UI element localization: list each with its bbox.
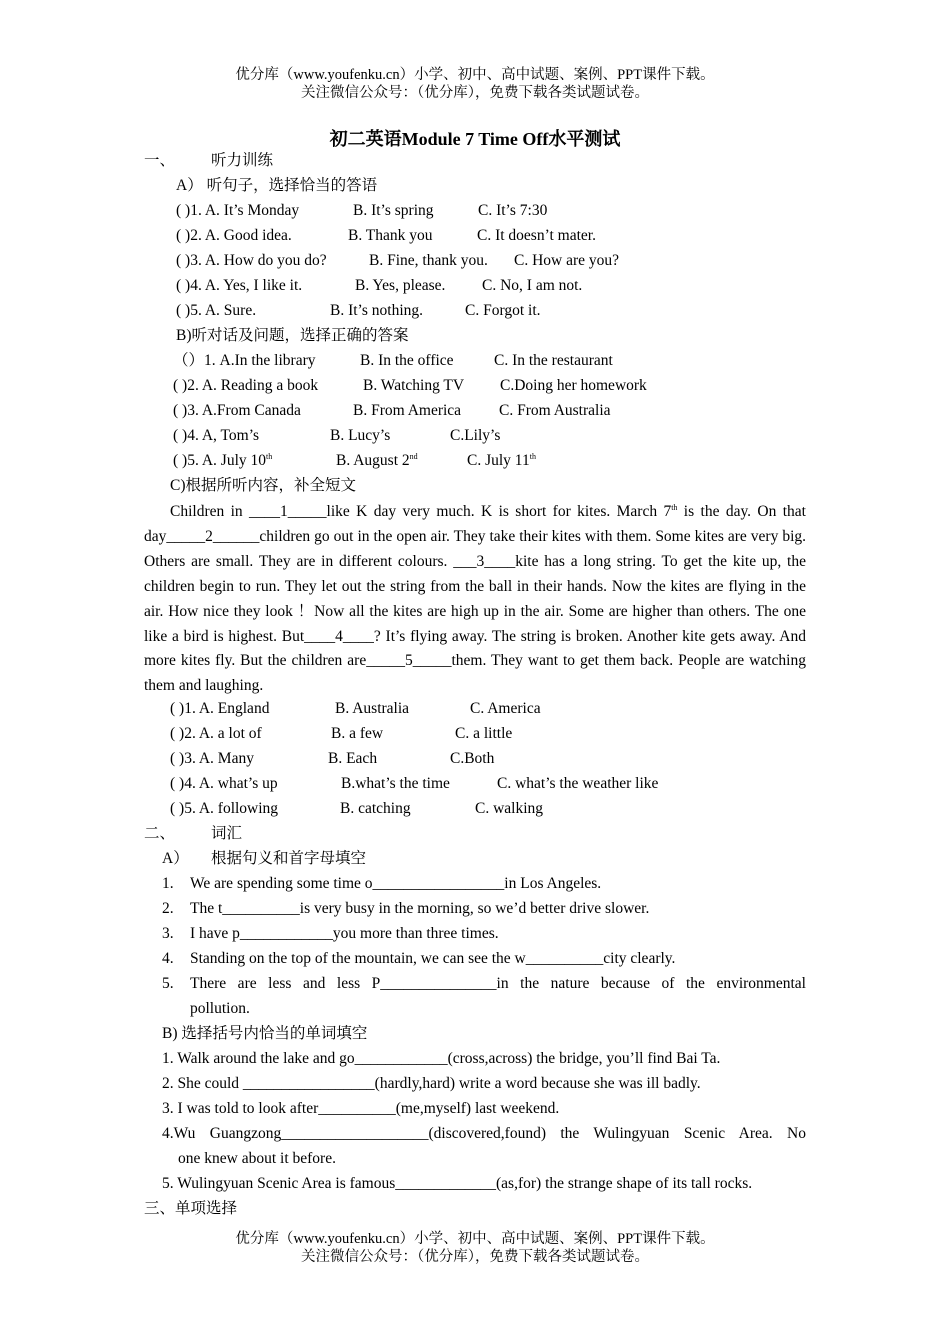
option-a: ( )4. A. Yes, I like it. (176, 277, 303, 294)
option-c: C. Forgot it. (465, 302, 541, 319)
option-a: ( )5. A. following (170, 800, 279, 817)
option-a: ( )1. A. It’s Monday (176, 202, 300, 219)
option-c: C. From Australia (499, 402, 611, 419)
option-b: B. Fine, thank you. (369, 252, 488, 269)
option-a: ( )5. A. July 10th (173, 451, 273, 469)
option-b: B. From America (353, 402, 462, 419)
option-c: C. what’s the weather like (497, 775, 659, 792)
option-a: （）1. A.In the library (173, 352, 316, 369)
option-a: ( )3. A.From Canada (173, 402, 301, 419)
vocab-b-item: 4.Wu Guangzong___________________(discovered,found) the Wulingyuan Scenic Area. No (162, 1125, 806, 1142)
option-b: B. In the office (360, 352, 454, 369)
vocab-b-item-continuation: one knew about it before. (178, 1150, 336, 1167)
vocab-a-item: There are less and less P_______________in the nature because of the environmental (190, 975, 806, 992)
option-c: C. It doesn’t mater. (477, 227, 596, 244)
option-a: ( )3. A. Many (170, 750, 254, 767)
option-c: C.Doing her homework (500, 377, 647, 394)
option-a: ( )3. A. How do you do? (176, 252, 327, 269)
option-a: ( )4. A, Tom’s (173, 427, 260, 444)
section-2-number: 二、 (144, 825, 176, 842)
option-c: C. How are you? (514, 252, 620, 269)
option-c: C. No, I am not. (482, 277, 583, 294)
vocab-b-item: 5. Wulingyuan Scenic Area is famous_____________(as,for) the strange shape of its tall rocks. (162, 1175, 753, 1192)
part-b-heading: B)听对话及问题，选择正确的答案 (176, 327, 409, 344)
section-3-heading: 三、单项选择 (144, 1200, 238, 1217)
header-line-1: 优分库（www.youfenku.cn）小学、初中、高中试题、案例、PPT课件下载。 (235, 67, 715, 83)
option-a: ( )4. A. what’s up (170, 775, 278, 792)
vocab-a-item-continuation: pollution. (190, 1000, 250, 1017)
option-a: ( )2. A. Reading a book (173, 377, 319, 394)
option-c: C. a little (455, 725, 513, 742)
option-c: C.Lily’s (450, 427, 501, 444)
option-b: B. Each (328, 750, 378, 767)
vocab-a-item: We are spending some time o_________________in Los Angeles. (190, 875, 602, 892)
option-b: B. It’s nothing. (330, 302, 424, 319)
option-b: B. Australia (335, 700, 410, 717)
vocab-a-item-number: 1. (162, 875, 174, 892)
part-c-heading: C)根据所听内容，补全短文 (170, 477, 357, 494)
footer-line-2: 关注微信公众号：（优分库），免费下载各类试题试卷。 (301, 1249, 649, 1265)
option-b: B. a few (331, 725, 384, 742)
option-c: C.Both (450, 750, 495, 767)
vocab-a-item-number: 5. (162, 975, 174, 992)
option-b: B.what’s the time (341, 775, 450, 792)
vocab-a-item: Standing on the top of the mountain, we can see the w__________city clearly. (190, 950, 676, 967)
vocab-a-item: The t__________is very busy in the morning, so we’d better drive slower. (190, 900, 650, 917)
option-c: C. In the restaurant (494, 352, 613, 369)
cloze-passage: Children in ____1_____like K day very much. K is short for kites. March 7th is the day. On that day_____2______children go out in the open air. They take their kites with them. Some kites are very big. Others are small. They are in different colours. ___3____kite has a long string. To get the kite up, the children begin to run. They let out the string from the ball in their hands. Now the kites are flying in the air. How nice they look ！Now all the kites are high up in the air. Some are higher than others. The one like a bird is highest. But____4____? It’s flying away. The string is broken. Another kite gets away. And more kites fly. But the children are_____5_____them. They want to get them back. People are watching them and laughing. (144, 502, 806, 695)
option-a: ( )1. A. England (170, 700, 270, 717)
vocab-a-heading: 根据句义和首字母填空 (211, 850, 367, 867)
vocab-a-item-number: 3. (162, 925, 174, 942)
option-b: B. Lucy’s (330, 427, 391, 444)
footer-line-1: 优分库（www.youfenku.cn）小学、初中、高中试题、案例、PPT课件下载。 (235, 1231, 715, 1247)
vocab-a-number: A） (162, 850, 189, 867)
vocab-a-item: I have p____________you more than three times. (190, 925, 499, 942)
option-c: C. July 11th (467, 451, 536, 469)
document-title: 初二英语Module 7 Time Off水平测试 (329, 129, 621, 149)
option-a: ( )2. A. a lot of (170, 725, 262, 742)
option-a: ( )2. A. Good idea. (176, 227, 292, 244)
option-b: B. Yes, please. (355, 277, 446, 294)
vocab-b-item: 2. She could _________________(hardly,hard) write a word because she was ill badly. (162, 1075, 701, 1092)
option-b: B. Watching TV (363, 377, 465, 394)
option-b: B. It’s spring (353, 202, 434, 219)
section-1-number: 一、 (144, 152, 176, 169)
section-1-label: 听力训练 (211, 152, 274, 169)
vocab-b-heading: B) 选择括号内恰当的单词填空 (162, 1025, 368, 1042)
option-b: B. August 2nd (336, 451, 418, 469)
vocab-b-item: 1. Walk around the lake and go____________(cross,across) the bridge, you’ll find Bai Ta. (162, 1050, 721, 1067)
section-2-label: 词汇 (211, 825, 243, 842)
option-b: B. catching (340, 800, 411, 817)
option-c: C. It’s 7:30 (478, 202, 548, 219)
vocab-a-item-number: 2. (162, 900, 174, 917)
option-c: C. walking (475, 800, 544, 817)
option-b: B. Thank you (348, 227, 433, 244)
vocab-a-item-number: 4. (162, 950, 174, 967)
header-line-2: 关注微信公众号：（优分库），免费下载各类试题试卷。 (301, 85, 649, 101)
option-c: C. America (470, 700, 541, 717)
option-a: ( )5. A. Sure. (176, 302, 257, 319)
part-a-heading: A） 听句子，选择恰当的答语 (176, 177, 378, 194)
vocab-b-item: 3. I was told to look after__________(me,myself) last weekend. (162, 1100, 560, 1117)
